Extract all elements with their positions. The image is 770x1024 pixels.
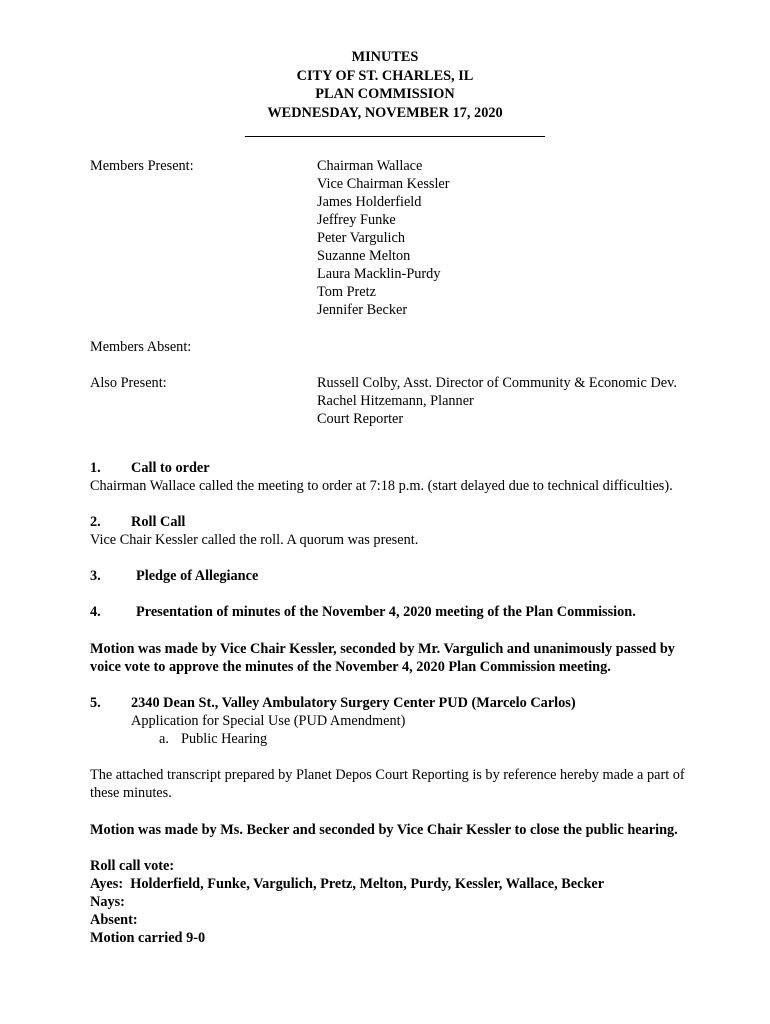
roll-call-heading: Roll call vote: (90, 858, 175, 874)
section-title: Roll Call (131, 514, 186, 530)
member-name: James Holderfield (317, 194, 422, 210)
header-body: PLAN COMMISSION (315, 86, 455, 102)
section-title: Call to order (131, 460, 210, 476)
section-2-heading (90, 513, 185, 531)
sub-item-letter: a. (159, 731, 169, 747)
roll-call-nays: Nays: (90, 894, 125, 910)
member-name: Jeffrey Funke (317, 212, 396, 228)
header-date: WEDNESDAY, NOVEMBER 17, 2020 (267, 104, 503, 121)
also-present-label: Also Present: (90, 375, 167, 391)
section-number: 3. (90, 568, 101, 584)
section-number: 1. (90, 460, 101, 476)
section-2-text: Vice Chair Kessler called the roll. A quorum was present. (90, 532, 419, 548)
section-4-motion-line-1: Motion was made by Vice Chair Kessler, seconded by Mr. Vargulich and unanimously passed by (90, 641, 675, 657)
member-name: Peter Vargulich (317, 230, 406, 246)
section-title: Presentation of minutes of the November 4, 2020 meeting of the Plan Commission. (136, 604, 636, 620)
member-name: Laura Macklin-Purdy (317, 266, 441, 282)
section-5-motion: Motion was made by Ms. Becker and seconded by Vice Chair Kessler to close the public hearing. (90, 822, 678, 838)
members-present-list (317, 157, 450, 319)
transcript-line-2: these minutes. (90, 785, 172, 801)
roll-call-result: Motion carried 9-0 (90, 930, 206, 946)
member-name: Chairman Wallace (317, 158, 423, 174)
attendee-name: Rachel Hitzemann, Planner (317, 393, 474, 409)
also-present-list (317, 374, 677, 428)
attendee-name: Russell Colby, Asst. Director of Community & Economic Dev. (317, 375, 677, 391)
section-1-text: Chairman Wallace called the meeting to order at 7:18 p.m. (start delayed due to technical difficulties). (90, 478, 673, 494)
section-1-heading (90, 459, 210, 477)
sub-item-text: Public Hearing (181, 731, 268, 747)
document-header (0, 48, 770, 122)
section-5-heading (90, 694, 576, 712)
section-5-subtitle: Application for Special Use (PUD Amendment) (131, 713, 406, 729)
header-city: CITY OF ST. CHARLES, IL (296, 67, 474, 84)
ayes-label: Ayes: (90, 876, 124, 892)
header-title: MINUTES (351, 49, 419, 65)
member-name: Vice Chairman Kessler (317, 176, 450, 192)
section-5-sub-item (159, 730, 267, 748)
roll-call-ayes (90, 875, 604, 893)
section-4-heading (90, 603, 636, 621)
section-title: 2340 Dean St., Valley Ambulatory Surgery Center PUD (Marcelo Carlos) (131, 695, 576, 711)
section-number: 5. (90, 695, 101, 711)
attendee-name: Court Reporter (317, 411, 404, 427)
header-divider (245, 136, 545, 137)
section-4-motion-line-2: voice vote to approve the minutes of the November 4, 2020 Plan Commission meeting. (90, 659, 611, 675)
roll-call-absent: Absent: (90, 912, 138, 928)
transcript-line-1: The attached transcript prepared by Planet Depos Court Reporting is by reference hereby made a part of (90, 767, 685, 783)
member-name: Jennifer Becker (317, 302, 408, 318)
section-number: 4. (90, 604, 101, 620)
members-present-label: Members Present: (90, 158, 194, 174)
member-name: Tom Pretz (317, 284, 376, 300)
section-title: Pledge of Allegiance (136, 568, 259, 584)
member-name: Suzanne Melton (317, 248, 411, 264)
ayes-names: Holderfield, Funke, Vargulich, Pretz, Melton, Purdy, Kessler, Wallace, Becker (130, 876, 605, 892)
section-3-heading (90, 567, 258, 585)
section-number: 2. (90, 514, 101, 530)
members-absent-label: Members Absent: (90, 339, 192, 355)
